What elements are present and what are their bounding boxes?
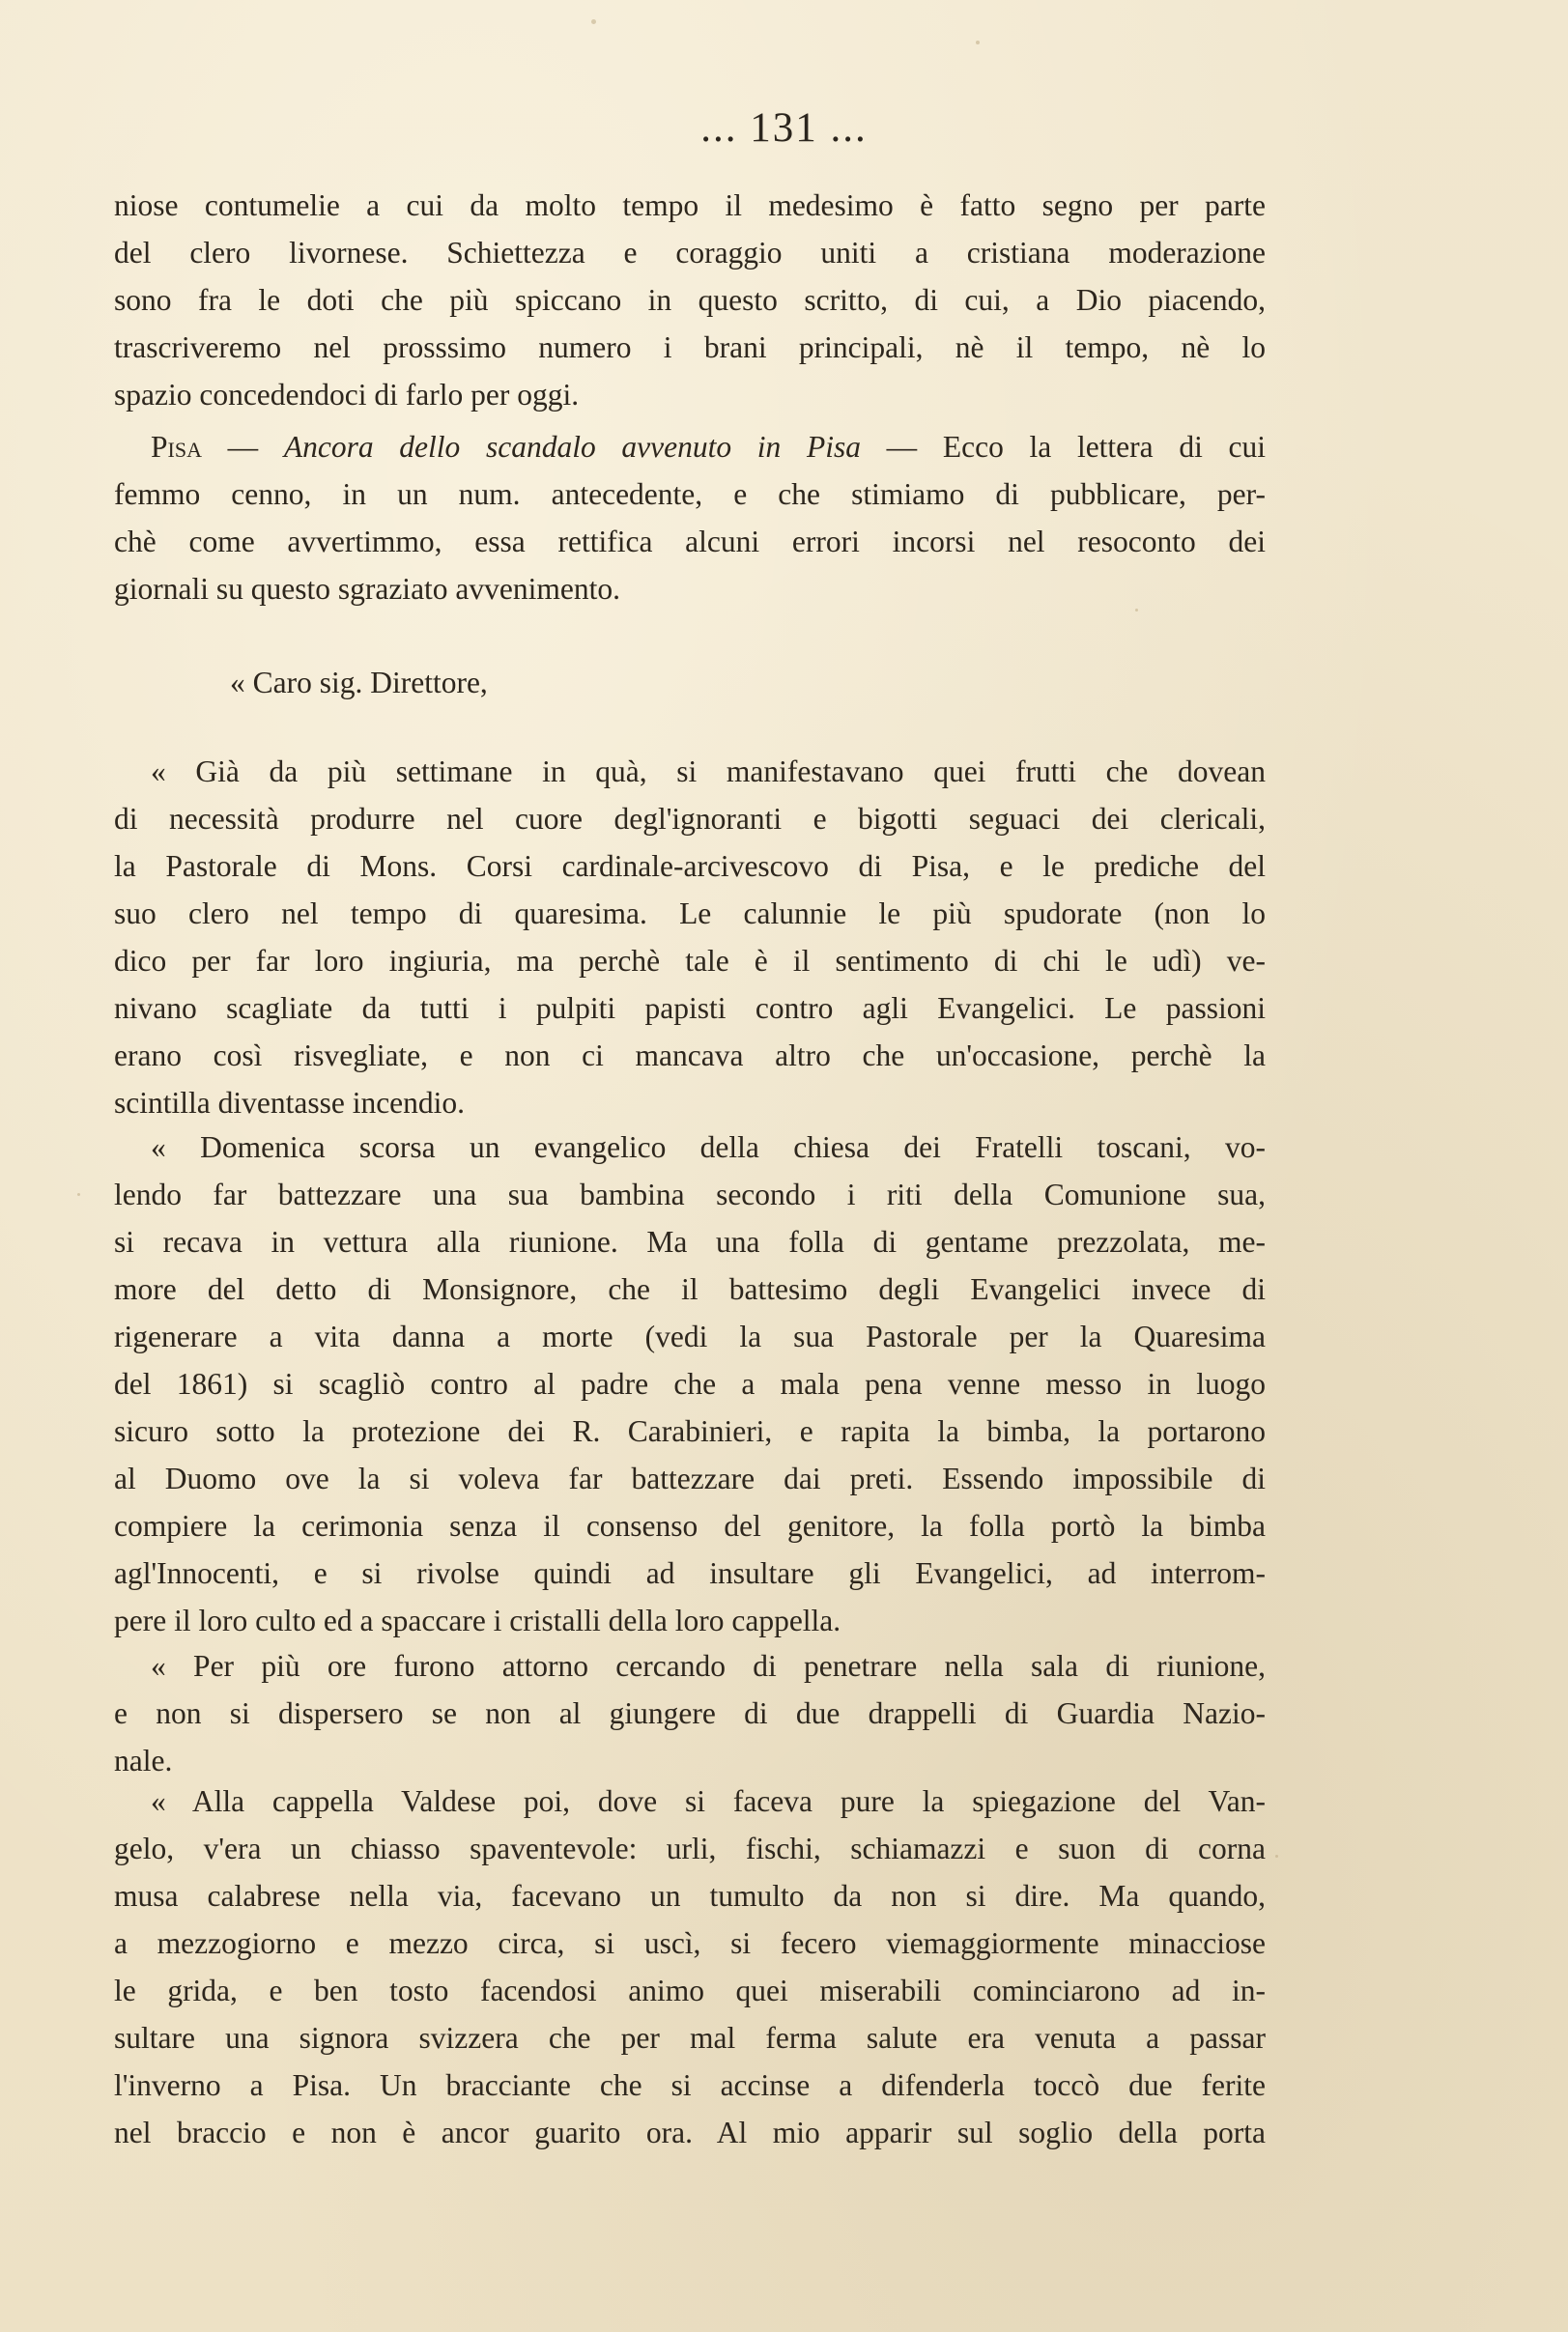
pisa-heading-line: [114, 423, 1266, 470]
text-line: trascriveremo nel prosssimo numero i brani principali, nè il tempo, nè lo: [114, 330, 1266, 364]
text-line: di necessità produrre nel cuore degl'ignoranti e bigotti seguaci dei clericali,: [114, 802, 1266, 836]
text-line: la Pastorale di Mons. Corsi cardinale-arcivescovo di Pisa, e le prediche del: [114, 849, 1266, 883]
text-line: « Domenica scorsa un evangelico della chiesa dei Fratelli toscani, vo-: [151, 1130, 1266, 1164]
paper-speck: [591, 19, 596, 24]
text-line: si recava in vettura alla riunione. Ma una folla di gentame prezzolata, me-: [114, 1225, 1266, 1259]
text-line: agl'Innocenti, e si rivolse quindi ad insultare gli Evangelici, ad interrom-: [114, 1556, 1266, 1590]
text-line: suo clero nel tempo di quaresima. Le calunnie le più spudorate (non lo: [114, 896, 1266, 930]
text-line: musa calabrese nella via, facevano un tumulto da non si dire. Ma quando,: [114, 1879, 1266, 1913]
text-line: nale.: [114, 1744, 173, 1777]
text-line: rigenerare a vita danna a morte (vedi la sua Pastorale per la Quaresima: [114, 1320, 1266, 1353]
text-line: e non si dispersero se non al giungere di due drappelli di Guardia Nazio-: [114, 1696, 1266, 1730]
letter-paragraph: [114, 1777, 1266, 2156]
text-line: giornali su questo sgraziato avvenimento.: [114, 572, 620, 606]
intro-paragraph: [114, 182, 1266, 418]
text-line: del clero livornese. Schiettezza e coraggio uniti a cristiana moderazione: [114, 236, 1266, 270]
text-line: spazio concedendoci di farlo per oggi.: [114, 378, 580, 412]
letter-salutation: « Caro sig. Direttore,: [230, 666, 488, 699]
text-line: erano così risvegliate, e non ci mancava altro che un'occasione, perchè la: [114, 1038, 1266, 1072]
dash: —: [201, 430, 284, 464]
text-line: « Per più ore furono attorno cercando di penetrare nella sala di riunione,: [151, 1649, 1266, 1683]
text-line: femmo cenno, in un num. antecedente, e che stimiamo di pubblicare, per-: [114, 477, 1266, 511]
text-line: nel braccio e non è ancor guarito ora. Al mio apparir sul soglio della porta: [114, 2116, 1266, 2149]
dash: —: [860, 430, 943, 464]
page-number: ... 131 ...: [700, 105, 868, 151]
place-name: Pisa: [151, 430, 202, 464]
paper-speck: [77, 1193, 80, 1196]
text-line: del 1861) si scagliò contro al padre che a mala pena venne messo in luogo: [114, 1367, 1266, 1401]
text-line: nivano scagliate da tutti i pulpiti papisti contro agli Evangelici. Le passioni: [114, 991, 1266, 1025]
paper-speck: [976, 41, 980, 44]
text-line: sono fra le doti che più spiccano in questo scritto, di cui, a Dio piacendo,: [114, 283, 1266, 317]
text-line: sicuro sotto la protezione dei R. Carabinieri, e rapita la bimba, la portarono: [114, 1414, 1266, 1448]
text-line: pere il loro culto ed a spaccare i cristalli della loro cappella.: [114, 1604, 841, 1637]
text-line: « Già da più settimane in quà, si manifestavano quei frutti che dovean: [151, 754, 1266, 788]
text-line: scintilla diventasse incendio.: [114, 1086, 466, 1120]
text-line: gelo, v'era un chiasso spaventevole: urli, fischi, schiamazzi e suon di corna: [114, 1832, 1266, 1865]
text-line: sultare una signora svizzera che per mal ferma salute era venuta a passar: [114, 2021, 1266, 2055]
text-line: al Duomo ove la si voleva far battezzare dai preti. Essendo impossibile di: [114, 1462, 1266, 1495]
text-line: a mezzogiorno e mezzo circa, si uscì, si fecero viemaggiormente minacciose: [114, 1926, 1266, 1960]
text-line: le grida, e ben tosto facendosi animo quei miserabili cominciarono ad in-: [114, 1974, 1266, 2007]
article-title: Ancora dello scandalo avvenuto in Pisa: [283, 430, 861, 464]
text-line: lendo far battezzare una sua bambina secondo i riti della Comunione sua,: [114, 1178, 1266, 1211]
text-line: dico per far loro ingiuria, ma perchè tale è il sentimento di chi le udì) ve-: [114, 944, 1266, 978]
paper-speck: [1275, 1855, 1278, 1858]
text-fragment: Ecco la lettera di cui: [942, 430, 1267, 464]
letter-paragraph: [114, 1123, 1266, 1644]
text-line: more del detto di Monsignore, che il battesimo degli Evangelici invece di: [114, 1272, 1266, 1306]
pisa-paragraph: [114, 423, 1266, 612]
text-line: niose contumelie a cui da molto tempo il medesimo è fatto segno per parte: [114, 188, 1266, 222]
text-line: chè come avvertimmo, essa rettifica alcuni errori incorsi nel resoconto dei: [114, 525, 1266, 558]
text-line: « Alla cappella Valdese poi, dove si faceva pure la spiegazione del Van-: [151, 1784, 1266, 1818]
text-line: compiere la cerimonia senza il consenso del genitore, la folla portò la bimba: [114, 1509, 1266, 1543]
letter-paragraph: [114, 1642, 1266, 1784]
text-line: l'inverno a Pisa. Un bracciante che si accinse a difenderla toccò due ferite: [114, 2068, 1266, 2102]
letter-paragraph: [114, 748, 1266, 1126]
